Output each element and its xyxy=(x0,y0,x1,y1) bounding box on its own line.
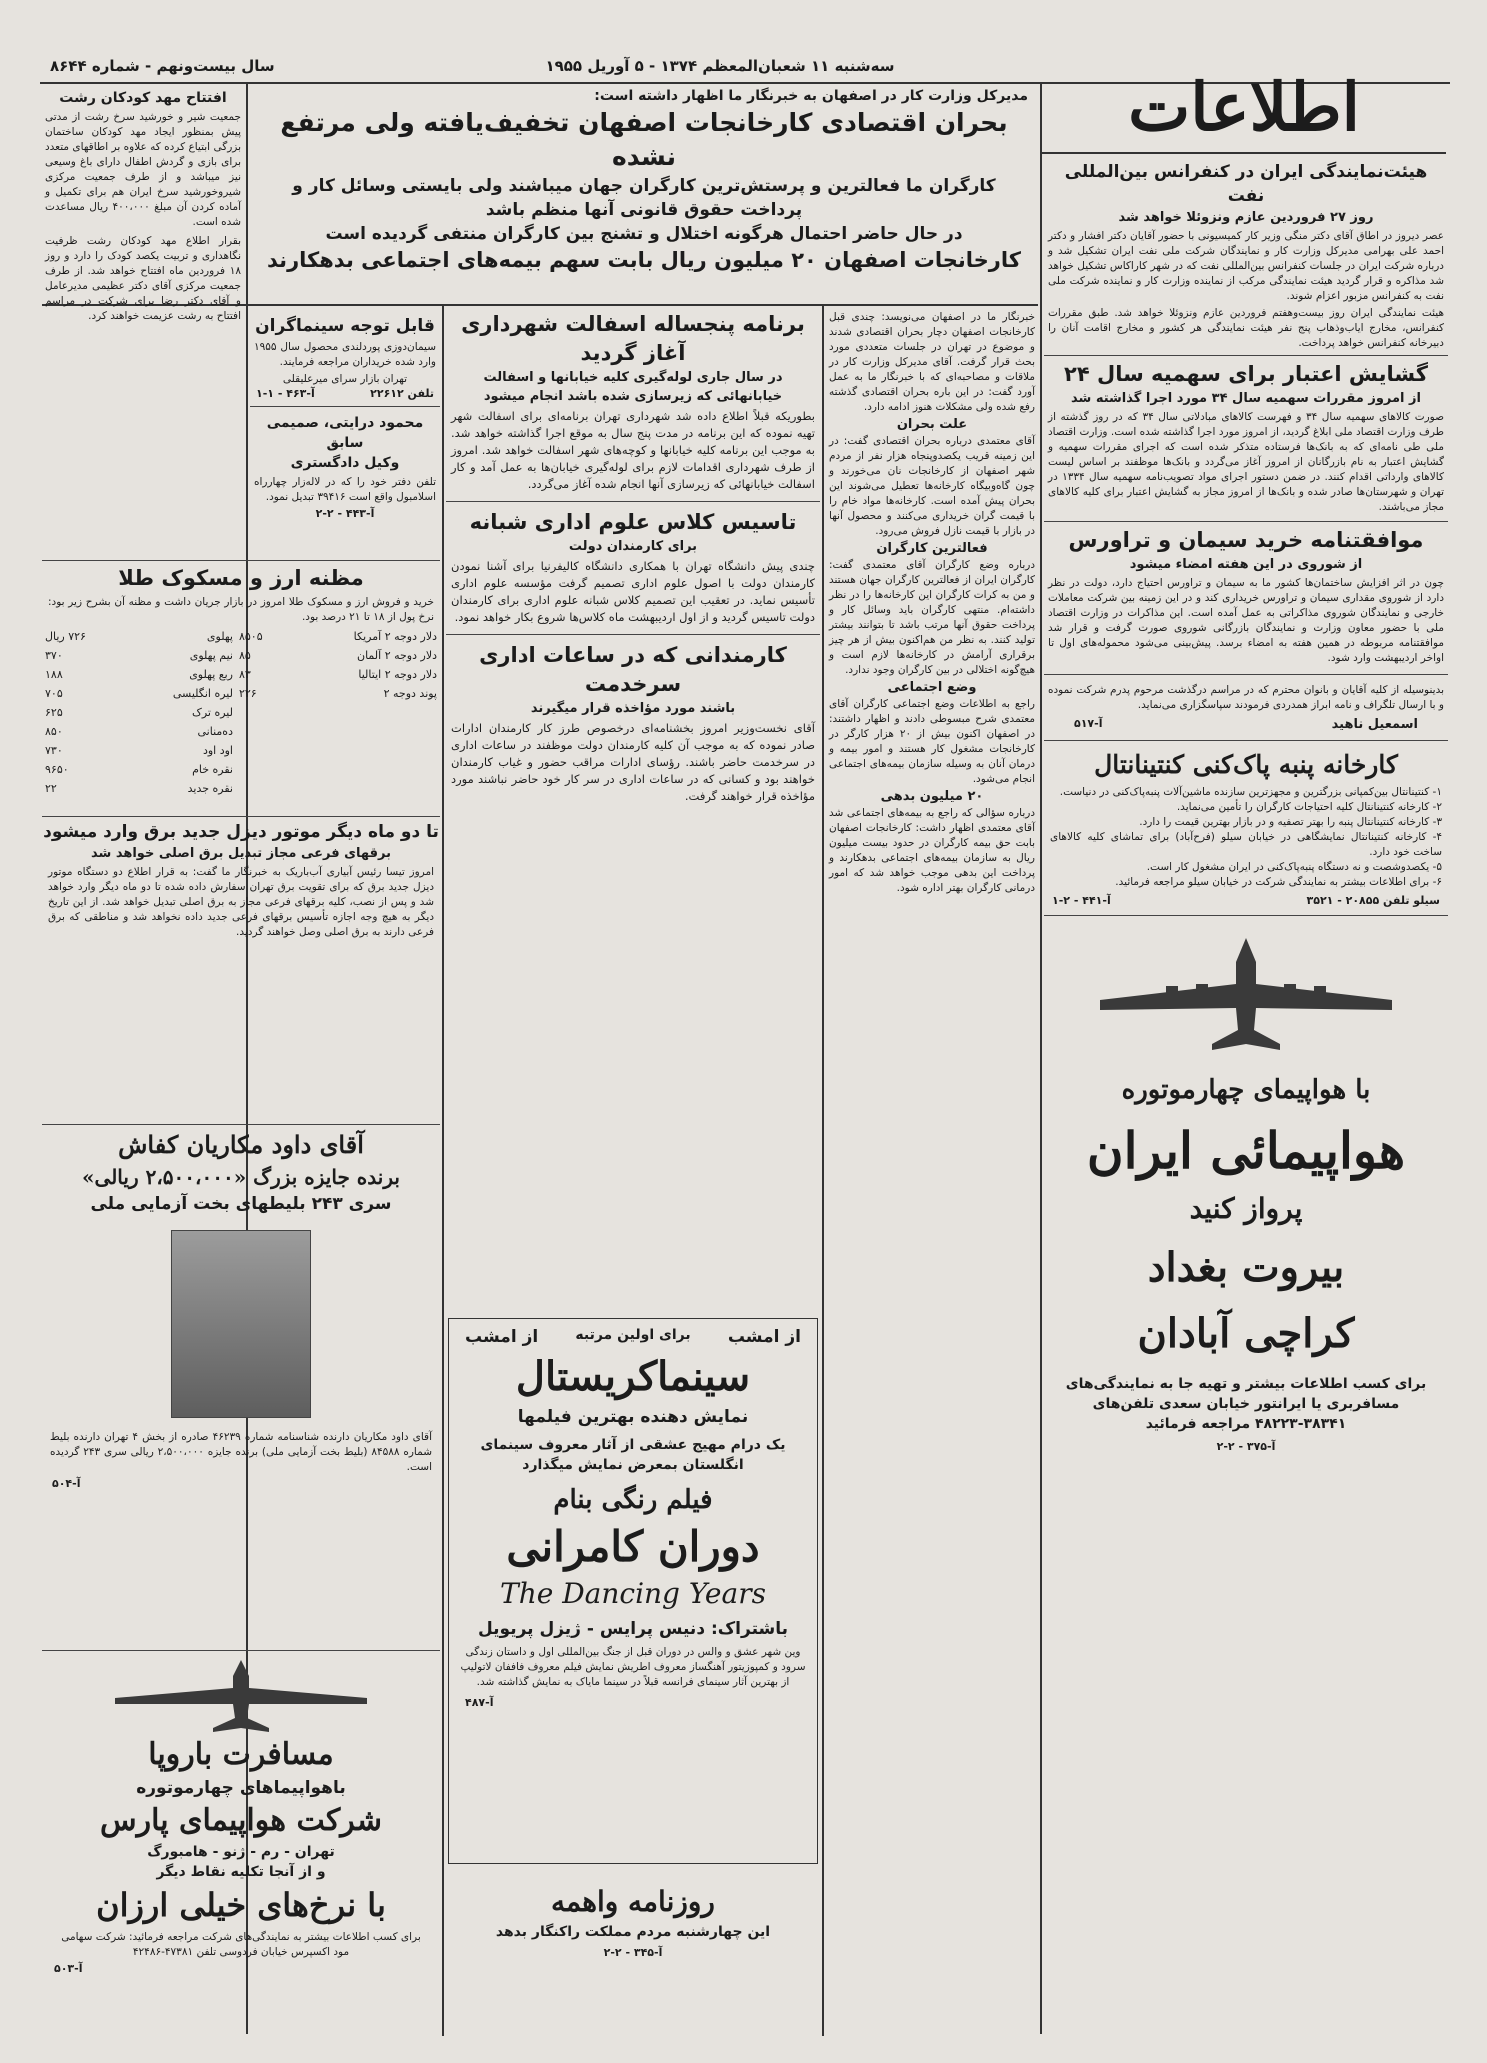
divider xyxy=(42,560,440,561)
shoe-ad-prize: برنده جایزه بزرگ «۲،۵۰۰،۰۰۰ ریالی» xyxy=(82,1165,400,1189)
isfahan-body: راجع به اطلاعات وضع اجتماعی کارگران آقای معتمدی شرح مبسوطی دادند و اظهار داشتند: در اصفهان اکنون بیش از ۲۰ هزار کارگر در کارخانجات مشغول کار هستند و امور بیمه و درمان آنان به وسیله سازمان بیمه‌های اجتماعی انجام می‌شود. xyxy=(829,698,1036,785)
notary-ref: آ-۴۴۳ - ۲-۲ xyxy=(315,507,375,520)
divider xyxy=(42,1124,440,1125)
cinema-notice-address: تهران بازار سرای میرعلیقلی xyxy=(282,373,408,385)
fx-cell: ۸۳ xyxy=(238,668,251,681)
shoe-ad-series: سری ۲۴۳ بلیطهای بخت آزمایی ملی xyxy=(90,1194,392,1214)
electricity-subtitle: برقهای فرعی مجاز تبدیل برق اصلی خواهد شد xyxy=(91,846,391,861)
isfahan-headline: بحران اقتصادی کارخانجات اصفهان تخفیف‌یافته ولی مرتفع نشده xyxy=(280,108,1008,171)
fx-cell: نقره جدید xyxy=(187,782,233,795)
pars-ad-route: و از آنجا تکلیه نقاط دیگر xyxy=(156,1864,326,1880)
isfahan-story-column xyxy=(826,310,1038,2030)
cinema-top-label: از امشب xyxy=(465,1327,539,1347)
airline-ad-fly: پرواز کنید xyxy=(1189,1192,1303,1225)
conference-body: هیئت نمایندگی ایران روز بیست‌وهفتم فروردین عازم ونزوئلا خواهد شد. طبق مقررات کنفرانس، مخارج ایاب‌وذهاب پنج نفر هیئت نمایندگی هر کشور و مخارج اقامت آنان را دبیرخانه کنفرانس خواهد پرداخت. xyxy=(1048,307,1444,349)
pars-ad-route: تهران - رم - ژنو - هامبورگ xyxy=(147,1844,335,1860)
fx-cell: ۷۳۰ xyxy=(45,744,63,757)
cotton-ad-ref: آ-۴۴۱ - ۲-۱ xyxy=(1052,894,1111,907)
airplane-icon xyxy=(1096,932,1396,1052)
column-rule xyxy=(442,306,444,2036)
fx-row xyxy=(42,646,440,665)
fx-cell: لیره ترک xyxy=(192,706,233,719)
notary-subtitle: وکیل دادگستری xyxy=(290,455,400,471)
cinema-tagline: نمایش دهنده بهترین فیلمها xyxy=(517,1407,749,1427)
kindergarten-story xyxy=(42,88,244,558)
film-english-title: The Dancing Years xyxy=(500,1577,766,1610)
fx-cell: ۸۵ xyxy=(238,649,251,662)
obituary-body: بدینوسیله از کلیه آقایان و بانوان محترم که در مراسم درگذشت مرحوم پدرم شرکت نموده و با ارسال تلگراف و نامه ابراز همدردی فرمودند سپاسگزاری می‌نماید. xyxy=(1048,684,1444,711)
isfahan-subheadline: کارخانجات اصفهان ۲۰ میلیون ریال بابت سهم بیمه‌های اجتماعی بدهکارند xyxy=(267,248,1021,272)
isfahan-subheadline: کارگران ما فعالترین و پرستش‌ترین کارگران جهان میباشند ولی بایستی وسائل کار و پرداخت حقوق قانونی آنها منظم باشد xyxy=(292,176,996,220)
fx-cell: ۶۲۵ xyxy=(45,706,63,719)
airline-ad-name: هواپیمائی ایران xyxy=(1086,1121,1406,1180)
fx-row xyxy=(42,627,440,646)
rooz-body: این چهارشنبه مردم مملکت راکنگار بدهد xyxy=(495,1924,771,1940)
middle-news-column xyxy=(446,310,820,1316)
cinema-ad-ref: آ-۴۸۷ xyxy=(465,1696,494,1709)
fx-cell xyxy=(236,722,287,741)
fx-intro: خرید و فروش ارز و مسکوک طلا امروز در بازار جریان داشت و مظنه آن بشرح زیر بود: نرخ پول از ۱۸ تا ۲۱ درصد بود. xyxy=(48,596,434,623)
airline-ad-cities: کراچی آبادان xyxy=(1137,1310,1355,1357)
cinema-notice-ref: آ-۴۶۳ - ۱-۱ xyxy=(256,387,315,400)
airline-ad-info: برای کسب اطلاعات بیشتر و تهیه جا به نمایندگی‌های مسافربری یا ایرانتور خیابان سعدی تلفن‌های ۳۸۳۴۱-۴۸۲۲۳ مراجعه فرمائید xyxy=(1065,1376,1427,1432)
fx-row xyxy=(42,722,440,741)
conference-title: هیئت‌نمایندگی ایران در کنفرانس بین‌المللی نفت xyxy=(1064,162,1428,206)
divider xyxy=(446,634,820,635)
fx-cell: ربع پهلوی xyxy=(189,668,233,681)
fx-cell: اود اود xyxy=(202,744,233,757)
fx-title: مظنه ارز و مسکوک طلا xyxy=(118,566,364,590)
masthead-rule xyxy=(1042,152,1446,154)
obituary-name: اسمعیل ناهید xyxy=(1331,717,1418,732)
fx-cell: ده‌منانی xyxy=(197,725,233,738)
cement-title: موافقتنامه خرید سیمان و تراورس xyxy=(1068,528,1424,552)
isfahan-subhead: علت بحران xyxy=(896,417,968,432)
conference-subtitle: روز ۲۷ فروردین عازم ونزوئلا خواهد شد xyxy=(1118,210,1374,225)
isfahan-body: درباره سؤالی که راجع به بیمه‌های اجتماعی شد آقای معتمدی اظهار داشت: کارخانجات اصفهان بابت حق بیمه کارگران در حدود بیست میلیون ریال به سازمان بیمه‌های اجتماعی بدهکارند و پرداخت این بدهی موجب خواهد شد که امور درمانی کارگران بهتر اداره شود. xyxy=(829,807,1035,894)
cinema-top-label: برای اولین مرتبه xyxy=(575,1327,691,1343)
kindergarten-body: بقرار اطلاع مهد کودکان رشت ظرفیت نگاهداری و تربیت یکصد کودک را دارد و روز ۱۸ فروردین ماه افتتاح خواهد شد. از طرف جمعیت مرکزی آقای دکتر عظیمی مدیرعامل و آقای دکتر رضا برای شرکت در مراسم افتتاح به رشت عزیمت خواهند کرد. xyxy=(45,235,241,322)
iran-airways-ad xyxy=(1044,922,1448,1522)
notary-body: تلفن دفتر خود را که در لاله‌زار چهارراه اسلامبول واقع است ۳۹۴۱۶ تبدیل نمود. xyxy=(254,476,436,503)
cotton-ad-item: ۵- یکصدوشصت و نه دستگاه پنبه‌پاک‌کنی در ایران مشغول کار است. xyxy=(1146,861,1442,873)
airline-ad-cities: بیروت بغداد xyxy=(1147,1244,1345,1291)
cinema-top-label: از امشب xyxy=(727,1327,801,1347)
fx-cell: پهلوی xyxy=(206,630,233,643)
divider xyxy=(1044,740,1448,741)
pars-ad-contact: برای کسب اطلاعات بیشتر به نمایندگی‌های شرکت مراجعه فرمائید: شرکت سهامی مود اکسپرس خیابان فردوسی تلفن ۴۷۳۸۱-۴۲۴۸۶ xyxy=(61,1931,421,1958)
fx-cell xyxy=(287,722,440,741)
asphalt-body: بطوریکه قبلاً اطلاع داده شد شهرداری تهران برنامه‌ای برای اسفالت شهر تهیه نموده که این برنامه در مدت پنج سال به موقع اجرا گذاشته خواهد شد. به موجب این برنامه کلیه خیابانها و کوچه‌های شهر اسفالت خواهد شد. امروز از طرف شهرداری اقدامات لازم برای لوله‌گیری خیابان‌ها به عمل آمد و کار اسفالت خیابانهائی که زیرسازی آنها انجام شده آغاز می‌گردد. xyxy=(451,409,815,491)
film-cast: باشتراک: دنیس پرایس - ژیزل پریویل xyxy=(477,1619,788,1639)
column-rule xyxy=(1040,84,1042,2034)
fx-cell: ۹۶۵۰ xyxy=(45,763,69,776)
column-rule xyxy=(822,306,824,2036)
issue-line: سال بیست‌ونهم - شماره ۸۶۴۴ xyxy=(50,57,275,75)
cinema-notice-phone: تلفن ۲۲۶۱۲ xyxy=(370,387,434,400)
fx-row xyxy=(42,741,440,760)
credit-body: صورت کالاهای سهمیه سال ۳۴ و فهرست کالاهای مبادلاتی سال ۳۴ که در روز گذشته از طرف وزارت اقتصاد ملی ابلاغ گردید، از امروز مورد اجرا گذاشته شده است. وزارت اقتصاد ملی طی نامه‌ای که به بانک‌ها فرستاده متذکر شده است که اجرای مقررات سهمیه و گشایش اعتبار به نام بازرگانان از امروز آغاز می‌گردد و بانک‌ها موظفند بر اساس لیست کالاهای وارداتی اقدام کنند. در ضمن دستور اجرای مواد تصویب‌نامه سهمیه سال ۱۳۳۴ در تهران و شهرستان‌ها صادر شده و بانک‌ها از امروز مجاز به گشایش اعتبار برای کلیه کالاهای مجاز می‌باشند. xyxy=(1048,411,1444,513)
fx-cell: ۷۰۵ xyxy=(45,687,63,700)
obituary-ref: آ-۵۱۷ xyxy=(1074,717,1103,730)
fx-cell xyxy=(236,760,287,779)
divider xyxy=(446,501,820,502)
isfahan-banner xyxy=(250,86,1038,304)
class-body: چندی پیش دانشگاه تهران با همکاری دانشگاه کالیفرنیا برای آشنا نمودن کارمندان دولت با اصول علوم اداری تصمیم گرفت مؤسسه علوم اداری تأسیس نماید. در تعقیب این تصمیم کلاس شبانه علوم اداری برای کارمندان دولت تاسیس گردید و از اول اردیبهشت ماه کلاس‌ها شروع بکار خواهد نمود. xyxy=(451,559,815,624)
fx-cell: دلار دوجه ۲ ایتالیا xyxy=(358,668,437,681)
divider xyxy=(42,816,440,817)
cement-body: چون در اثر افزایش ساختمان‌ها کشور ما به سیمان و تراورس احتیاج دارد، دولت در نظر دارد از شوروی مقداری سیمان و تراورس خریداری کند و در این زمینه بین شرکت معاملات خارجی و نمایندگان شوروی مذاکراتی به عمل آمده است. این مذاکرات در وزارت اقتصاد ملی با حضور معاون وزارت و نمایندگان بازرگانی شوروی صورت گرفت و قرار شد موافقتنامه مربوطه در همین هفته به امضاء برسد. پیش‌بینی می‌شود محموله‌های اول تا اواخر اردیبهشت وارد شود. xyxy=(1048,577,1444,664)
fx-cell: ۸۵۰۵ xyxy=(238,630,263,643)
fx-row xyxy=(42,703,440,722)
credit-subtitle: از امروز مقررات سهمیه سال ۳۴ مورد اجرا گذاشته شد xyxy=(1071,391,1421,406)
fx-row xyxy=(42,684,440,703)
rooz-title: روزنامه واهمه xyxy=(551,1885,715,1918)
fx-cell: ۲۲ xyxy=(45,782,57,795)
cotton-ad-item: ۳- کارخانه کنتینانتال پنبه را بهتر تصفیه و در بازار بهترین قیمت را دارد. xyxy=(1139,816,1442,828)
class-title: تاسیس کلاس علوم اداری شبانه xyxy=(469,510,797,534)
fx-cell xyxy=(287,741,440,760)
pars-ad-name: شرکت هواپیمای پارس xyxy=(100,1803,382,1838)
cinema-name: سینماکریستال xyxy=(515,1353,751,1400)
fx-cell xyxy=(287,760,440,779)
kindergarten-title: افتتاح مهد کودکان رشت xyxy=(59,90,227,106)
pars-airline-ad xyxy=(42,1654,440,2028)
isfahan-subheadline: در حال حاضر احتمال هرگونه اختلال و تشنج بین کارگران منتفی گردیده است xyxy=(325,224,963,244)
electricity-body: امروز تیسا رئیس آبیاری آب‌باریک به خبرنگار ما گفت: به قرار اطلاع دو دستگاه موتور دیزل جدید برق که برای تقویت برق تهران سفارش داده شده تا دو ماه دیگر وارد خواهد شد و پس از نصب، کلیه برقهای فرعی مجاز به برق اصلی تبدیل خواهد شد. از این تاریخ دیگر به هیچ وجه اجازه تأسیس برقهای فرعی جدید داده نخواهد شد و مناطقی که برق فرعی دارند به برق اصلی وصل خواهند گردید. xyxy=(48,866,434,938)
fx-row xyxy=(42,760,440,779)
right-column xyxy=(1044,156,1448,2026)
fx-cell: لیره انگلیسی xyxy=(172,687,233,700)
divider xyxy=(250,406,440,407)
fx-cell xyxy=(236,779,287,798)
date-line: سه‌شنبه ۱۱ شعبان‌المعظم ۱۳۷۴ - ۵ آوریل ۱۹۵۵ xyxy=(545,57,895,75)
film-label: فیلم رنگی بنام xyxy=(553,1485,713,1515)
isfahan-subhead: فعالترین کارگران xyxy=(876,541,988,556)
conference-body: عصر دیروز در اطاق آقای دکتر منگی وزیر کار کمیسیونی با حضور آقایان دکتر افشار و دکتر احمد علی بهرامی مدیرکل وزارت کار و نمایندگان شرکت ملی نفت ایران تشکیل شد و درباره شرکت ایران در جلسات کنفرانس بین‌المللی نفت که در شهر کاراکاس تشکیل خواهد شد مذاکره و قرار گردید هیئت نمایندگی مرکب از نماینده وزارت کار و نماینده شرکت ملی نفت به کنفرانس مزبور اعزام شوند. xyxy=(1048,230,1444,302)
divider xyxy=(1044,355,1448,356)
airplane-icon xyxy=(111,1654,371,1734)
shoe-ad-ref: آ-۵۰۴ xyxy=(52,1477,81,1490)
asphalt-subtitle: در سال جاری لوله‌گیری کلیه خیابانها و اسفالت خیابانهائی که زیرسازی شده باشد انجام میشود xyxy=(483,370,783,404)
fx-cell: دلار دوجه ۲ آمریکا xyxy=(353,630,437,643)
cotton-ad-list xyxy=(1044,783,1448,892)
fx-cell xyxy=(287,779,440,798)
fx-cell: ۸۵۰ xyxy=(45,725,63,738)
masthead-title: اطلاعات xyxy=(1128,68,1360,146)
rooz-ref: آ-۳۴۵ - ۲-۲ xyxy=(603,1946,663,1959)
newspaper-ad xyxy=(448,1872,818,2022)
airline-ad-ref: آ-۳۷۵ - ۲-۲ xyxy=(1216,1440,1276,1453)
cotton-ad-item: ۲- کارخانه کنتینانتال کلیه احتیاجات کارگران را تأمین می‌نماید. xyxy=(1176,801,1442,813)
fx-row xyxy=(42,779,440,798)
fx-cell: پوند دوجه ۲ xyxy=(383,687,437,700)
kindergarten-body: جمعیت شیر و خورشید سرخ رشت از مدتی پیش بمنظور ایجاد مهد کودکان ساختمان بزرگی ابتیاع کرده که علاوه بر اطاقهای متعدد برای بازی و گردش اطفال دارای باغ وسیعی نیز میباشد و از طرف جمعیت مرکزی شیروخورشید سرخ ایران هم برای تکمیل و آماده کردن آن مبلغ ۴۰۰،۰۰۰ ریال مساعدت شده است. xyxy=(45,111,241,228)
cotton-ad-contact: سیلو تلفن ۲۰۸۵۵ - ۳۵۲۱ xyxy=(1306,894,1440,907)
film-body: وین شهر عشق و والس در دوران قبل از جنگ بین‌المللی اول و داستان زندگی سرود و کمپوزیتور آهنگساز معروف اطریش نمایش فیلم معروف فاففان لاتولیپ از بهترین آثار سینمای فرانسه قبلاً در سینما مایاک به نمایش گذاشته شد. xyxy=(460,1646,806,1688)
cinema-notice-title: قابل توجه سینماگران xyxy=(255,316,435,336)
isfahan-body: درباره وضع کارگران آقای معتمدی گفت: کارگران ایران از فعالترین کارگران جهان هستند و من به کرات کارگران این کارخانه‌ها را در نظر داشته‌ام. منتهی کارگران باید وسائل کار و پرداخت حقوق آنها مرتب باشد تا بتوانند بیشتر تولید کنند. به نظر من هم‌اکنون بیش از هر چیز برقراری آرامش در کارخانه‌ها لازم است و هیچ‌گونه اختلالی در بین کارگران وجود ندارد. xyxy=(829,559,1035,676)
notary-title: محمود درایتی، صمیمی سابق xyxy=(266,415,424,451)
pars-ad-title: مسافرت باروپا xyxy=(148,1737,334,1772)
fx-cell: ۳۷۰ xyxy=(45,649,63,662)
class-subtitle: برای کارمندان دولت xyxy=(568,539,698,554)
fx-cell xyxy=(287,703,440,722)
pars-ad-slogan: با نرخ‌های خیلی ارزان xyxy=(96,1886,386,1924)
cinema-desc: انگلستان بمعرض نمایش میگذارد xyxy=(522,1457,744,1473)
fx-rates-table xyxy=(42,627,440,798)
fx-cell xyxy=(236,741,287,760)
cotton-ad-item: ۴- کارخانه کنتینانتال نمایشگاهی در خیابان سیلو (فرح‌آباد) برای تماشای کلیه کالاهای ساخت خود دارد. xyxy=(1050,831,1442,858)
asphalt-title: برنامه پنجساله اسفالت شهرداری آغاز گردید xyxy=(461,312,805,365)
isfahan-kicker: مدیرکل وزارت کار در اصفهان به خبرنگار ما اظهار داشته است: xyxy=(594,88,1028,104)
hours-body: آقای نخست‌وزیر امروز بخشنامه‌ای درخصوص طرز کار کارمندان ادارات صادر نموده که به موجب آن کلیه کارمندان دولت موظفند در ساعات اداری در سرخدمت حاضر باشند. رؤسای ادارات مراقب حضور و غیاب کارمندان خواهند بود و کسانی که در ساعات اداری در سر کار خود حاضر نباشند مورد مؤاخذه قرار خواهند گرفت. xyxy=(451,721,815,803)
fx-cell: دلار دوجه ۲ آلمان xyxy=(356,649,437,662)
pars-ad-ref: آ-۵۰۳ xyxy=(54,1962,83,1975)
fx-row xyxy=(42,665,440,684)
cotton-ad-title: کارخانه پنبه پاک‌کنی کنتینانتال xyxy=(1094,750,1398,779)
airline-ad-title: با هواپیمای چهارموتوره xyxy=(1121,1075,1371,1105)
fx-cell: ۱۸۸ xyxy=(45,668,63,681)
isfahan-subhead: وضع اجتماعی xyxy=(887,680,977,695)
divider xyxy=(1044,521,1448,522)
electricity-story xyxy=(42,820,440,1120)
fx-cell: ۷۲۶ ریال xyxy=(45,630,86,643)
fx-cell xyxy=(236,703,287,722)
electricity-title: تا دو ماه دیگر موتور دیزل جدید برق وارد میشود xyxy=(43,822,439,842)
fx-cell: ۲۲۶ xyxy=(238,687,257,700)
isfahan-subhead: ۲۰ میلیون بدهی xyxy=(880,789,984,804)
fx-cell: نقره خام xyxy=(192,763,233,776)
isfahan-body: خبرنگار ما در اصفهان می‌نویسد: چندی قبل کارخانجات اصفهان دچار بحران اقتصادی شدند و موضوع در تهران در جلسات متعددی مورد بحث قرار گرفت. آقای مدیرکل وزارت کار در ملاقات و مصاحبه‌ای که با خبرنگار ما به عمل آورد گفت: در این باره بحران اقتصادی گذشته رفع شده ولی مشکلات هنوز ادامه دارد. xyxy=(829,311,1035,413)
credit-title: گشایش اعتبار برای سهمیه سال ۲۴ xyxy=(1064,362,1428,386)
cinema-desc: یک درام مهیج عشقی از آثار معروف سینمای xyxy=(480,1437,786,1453)
pars-ad-subtitle: باهواپیماهای چهارموتوره xyxy=(136,1778,346,1798)
isfahan-body: آقای معتمدی درباره بحران اقتصادی گفت: در این زمینه قریب یکصدوپنجاه هزار نفر از مردم شهر اصفهان از کارخانجات نان می‌خورند و چون گاه‌وبیگاه کارخانه‌ها تعطیل می‌شوند این بحران پیش آمده است. کارخانه‌ها مواد خام را با قیمت گران خریداری می‌کنند و محصول آنها در بازار با قیمت نازل فروش می‌رود. xyxy=(829,435,1035,537)
winner-photo xyxy=(171,1230,311,1418)
divider xyxy=(1044,674,1448,675)
hours-title: کارمندانی که در ساعات اداری سرخدمت xyxy=(479,643,787,696)
cotton-ad-item: ۱- کنتینانتال بین‌کمپانی بزرگترین و مجهزترین سازنده ماشین‌آلات پنبه‌پاک‌کنی در دنیاست. xyxy=(1059,786,1442,798)
fx-rates-box xyxy=(42,564,440,814)
divider xyxy=(1044,915,1448,916)
hours-subtitle: باشند مورد مؤاخذه قرار میگیرند xyxy=(530,701,736,716)
film-name: دوران کامرانی xyxy=(506,1522,760,1571)
fx-cell: نیم پهلوی xyxy=(189,649,233,662)
shoe-ad-caption: آقای داود مکاریان دارنده شناسنامه شماره ۴۶۲۳۹ صادره از بخش ۴ تهران دارنده بلیط شماره ۸۴۵۸۸ (بلیط بخت آزمایی ملی) برنده جایزه ۲،۵۰۰،۰۰۰ ریالی سری ۲۴۳ گردیده است. xyxy=(50,1431,433,1473)
divider xyxy=(42,1650,440,1651)
shoe-ad-title: آقای داود مکاریان کفاش xyxy=(118,1130,364,1159)
cinema-notice-body: سیمان‌دوزی پوردلندی محصول سال ۱۹۵۵ وارد شده خریداران مراجعه فرمایند. xyxy=(254,341,436,368)
cotton-ad-item: ۶- برای اطلاعات بیشتر به نمایندگی شرکت در خیابان سیلو مراجعه فرمائید. xyxy=(1115,876,1442,888)
lottery-winner-ad xyxy=(42,1128,440,1648)
cinema-crystal-ad xyxy=(448,1318,818,1864)
cement-subtitle: از شوروی در این هفته امضاء میشود xyxy=(1129,557,1363,572)
